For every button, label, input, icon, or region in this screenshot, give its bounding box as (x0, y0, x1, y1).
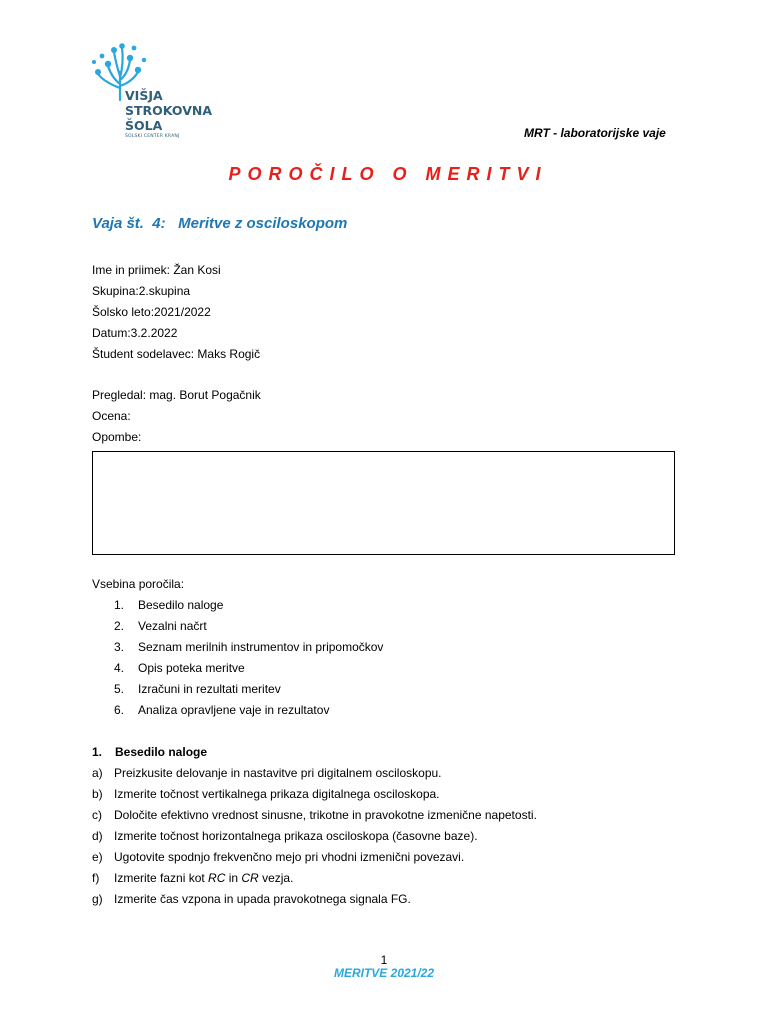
task-text: Izmerite točnost vertikalnega prikaza digitalnega osciloskopa. (114, 787, 440, 801)
school-logo (90, 42, 213, 140)
list-text: Vezalni načrt (138, 619, 207, 633)
logo-subtitle: ŠOLSKI CENTER KRANJ (125, 134, 180, 139)
notes-box (92, 451, 675, 555)
list-number: 1. (114, 598, 125, 612)
task-item (92, 889, 537, 910)
review-line: Ocena: (92, 409, 131, 423)
task-letter: b) (92, 787, 103, 801)
task-letter: g) (92, 892, 103, 906)
logo-line: STROKOVNA (125, 103, 213, 118)
info-line: Študent sodelavec: Maks Rogič (92, 347, 261, 361)
list-number: 6. (114, 703, 125, 717)
task-item (92, 868, 537, 889)
task-text: Ugotovite spodnjo frekvenčno mejo pri vhodni izmenični povezavi. (114, 850, 465, 864)
list-item (114, 637, 383, 658)
list-item (114, 616, 383, 637)
list-item (114, 700, 383, 721)
task-letter: e) (92, 850, 103, 864)
course-header: MRT - laboratorijske vaje (524, 126, 666, 140)
list-text: Seznam merilnih instrumentov in pripomočkov (138, 640, 384, 654)
task-text: in (225, 871, 242, 885)
task-text: Izmerite fazni kot (114, 871, 209, 885)
student-info (92, 260, 260, 365)
exercise-title: Vaja št. 4: Meritve z osciloskopom (92, 215, 348, 232)
task-letter: c) (92, 808, 102, 822)
info-line: Skupina:2.skupina (92, 284, 191, 298)
review-line: Opombe: (92, 430, 142, 444)
info-line: Šolsko leto:2021/2022 (92, 305, 211, 319)
task-list (92, 763, 537, 910)
list-text: Analiza opravljene vaje in rezultatov (138, 703, 330, 717)
logo-line: ŠOLA (125, 118, 163, 133)
info-line: Ime in priimek: Žan Kosi (92, 263, 221, 277)
task-letter: a) (92, 766, 103, 780)
list-text: Izračuni in rezultati meritev (138, 682, 281, 696)
task-text: Izmerite čas vzpona in upada pravokotnega signala FG. (114, 892, 411, 906)
logo-text (125, 88, 212, 133)
task-text: Določite efektivno vrednost sinusne, trikotne in pravokotne izmenične napetosti. (114, 808, 537, 822)
list-number: 4. (114, 661, 125, 675)
task-letter: d) (92, 829, 103, 843)
task-item (92, 763, 537, 784)
page-footer: MERITVE 2021/22 (333, 966, 435, 980)
list-item (114, 658, 383, 679)
report-title: POROČILO O MERITVI (228, 164, 548, 184)
section-heading (92, 742, 207, 763)
task-item (92, 847, 537, 868)
task-text: vezja. (258, 871, 294, 885)
task-text-italic: RC (208, 871, 226, 885)
list-number: 5. (114, 682, 125, 696)
task-letter: f) (92, 871, 100, 885)
list-text: Besedilo naloge (138, 598, 224, 612)
list-item (114, 679, 383, 700)
contents-list (114, 595, 383, 721)
task-item (92, 784, 537, 805)
list-number: 3. (114, 640, 125, 654)
task-text: Preizkusite delovanje in nastavitve pri digitalnem osciloskopu. (114, 766, 442, 780)
section-title: Besedilo naloge (115, 745, 208, 759)
list-item (114, 595, 383, 616)
task-text: Izmerite točnost horizontalnega prikaza osciloskopa (časovne baze). (114, 829, 478, 843)
section-number: 1. (92, 745, 103, 759)
task-text-italic: CR (241, 871, 259, 885)
review-info (92, 385, 261, 448)
list-text: Opis poteka meritve (138, 661, 245, 675)
list-number: 2. (114, 619, 125, 633)
info-line: Datum:3.2.2022 (92, 326, 178, 340)
review-line: Pregledal: mag. Borut Pogačnik (92, 388, 261, 402)
task-item (92, 826, 537, 847)
contents-heading: Vsebina poročila: (92, 577, 185, 591)
page-number: 1 (380, 953, 388, 967)
task-item (92, 805, 537, 826)
logo-line: VIŠJA (125, 88, 163, 103)
